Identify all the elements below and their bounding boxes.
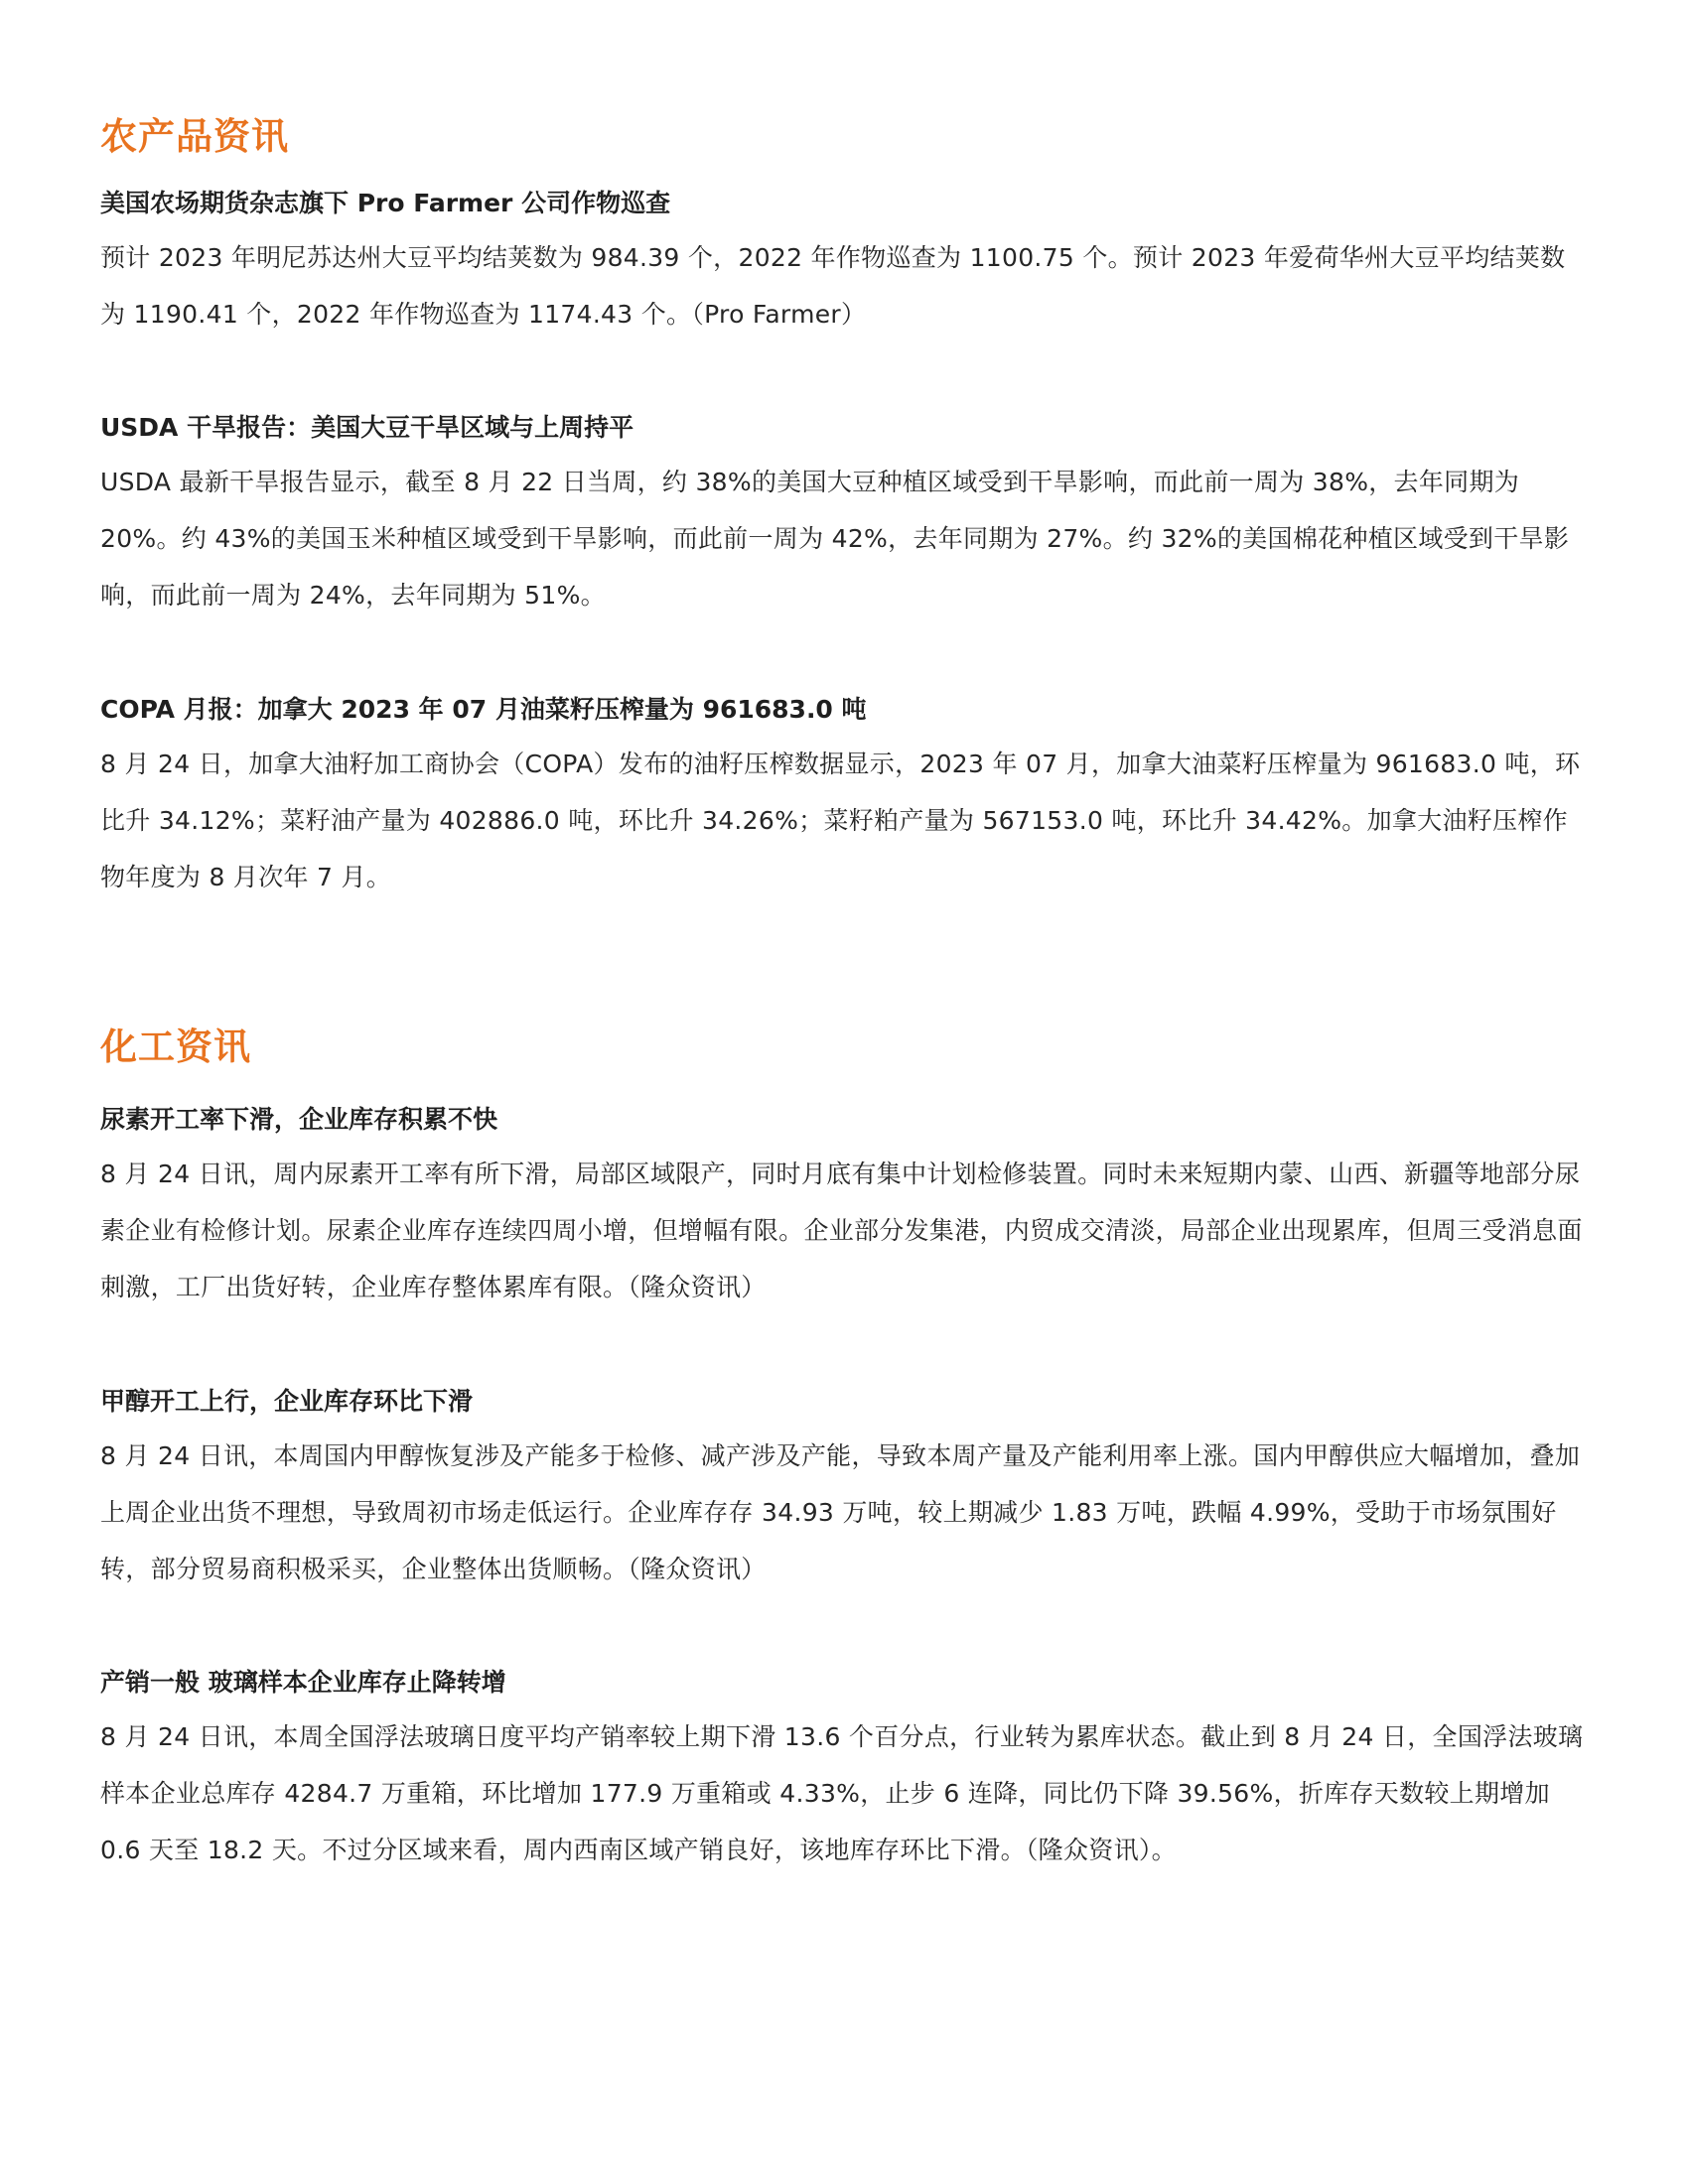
article-methanol	[100, 1382, 1590, 1597]
article-body: 8 月 24 日，加拿大油籽加工商协会（COPA）发布的油籽压榨数据显示，2023 年 07 月，加拿大油菜籽压榨量为 961683.0 吨，环比升 34.12%；菜籽油产量为 402886.0 吨，环比升 34.26%；菜籽粕产量为 567153.0 吨，环比升 34.42%。加拿大油籽压榨作物年度为 8 月次年 7 月。	[100, 750, 1581, 891]
article-glass	[100, 1663, 1590, 1878]
article-copa-report	[100, 690, 1590, 905]
article-body: 8 月 24 日讯，周内尿素开工率有所下滑，局部区域限产，同时月底有集中计划检修装置。同时未来短期内蒙、山西、新疆等地部分尿素企业有检修计划。尿素企业库存连续四周小增，但增幅有限。企业部分发集港，内贸成交清淡，局部企业出现累库，但周三受消息面刺激，工厂出货好转，企业库存整体累库有限。（隆众资讯）	[100, 1160, 1583, 1301]
section-title-chemicals: 化工资讯	[100, 1025, 251, 1068]
section-title-agriculture: 农产品资讯	[100, 115, 289, 158]
article-body: 8 月 24 日讯，本周国内甲醇恢复涉及产能多于检修、减产涉及产能，导致本周产量及产能利用率上涨。国内甲醇供应大幅增加，叠加上周企业出货不理想，导致周初市场走低运行。企业库存存 34.93 万吨，较上期减少 1.83 万吨，跌幅 4.99%，受助于市场氛围好转，部分贸易商积极采买，企业整体出货顺畅。（隆众资讯）	[100, 1441, 1581, 1583]
article-body: 8 月 24 日讯，本周全国浮法玻璃日度平均产销率较上期下滑 13.6 个百分点，行业转为累库状态。截止到 8 月 24 日，全国浮法玻璃样本企业总库存 4284.7 万重箱，环比增加 177.9 万重箱或 4.33%，止步 6 连降，同比仍下降 39.56%，折库存天数较上期增加 0.6 天至 18.2 天。不过分区域来看，周内西南区域产销良好，该地库存环比下滑。（隆众资讯）。	[100, 1722, 1584, 1864]
article-title: COPA 月报：加拿大 2023 年 07 月油菜籽压榨量为 961683.0 吨	[100, 695, 867, 724]
article-body: USDA 最新干旱报告显示，截至 8 月 22 日当周，约 38%的美国大豆种植区域受到干旱影响，而此前一周为 38%，去年同期为 20%。约 43%的美国玉米种植区域受到干旱影响，而此前一周为 42%，去年同期为 27%。约 32%的美国棉花种植区域受到干旱影响，而此前一周为 24%，去年同期为 51%。	[100, 468, 1570, 610]
article-title: 产销一般 玻璃样本企业库存止降转增	[100, 1668, 506, 1697]
article-urea	[100, 1100, 1590, 1315]
article-title: 尿素开工率下滑，企业库存积累不快	[100, 1105, 498, 1134]
article-usda-drought	[100, 408, 1590, 623]
article-title: 美国农场期货杂志旗下 Pro Farmer 公司作物巡查	[100, 189, 671, 217]
article-title: USDA 干旱报告：美国大豆干旱区域与上周持平	[100, 413, 634, 442]
article-title: 甲醇开工上行，企业库存环比下滑	[100, 1387, 474, 1416]
article-pro-farmer	[100, 184, 1590, 342]
article-body: 预计 2023 年明尼苏达州大豆平均结荚数为 984.39 个，2022 年作物巡查为 1100.75 个。预计 2023 年爱荷华州大豆平均结荚数为 1190.41 个，2022 年作物巡查为 1174.43 个。（Pro Farmer）	[100, 243, 1566, 329]
